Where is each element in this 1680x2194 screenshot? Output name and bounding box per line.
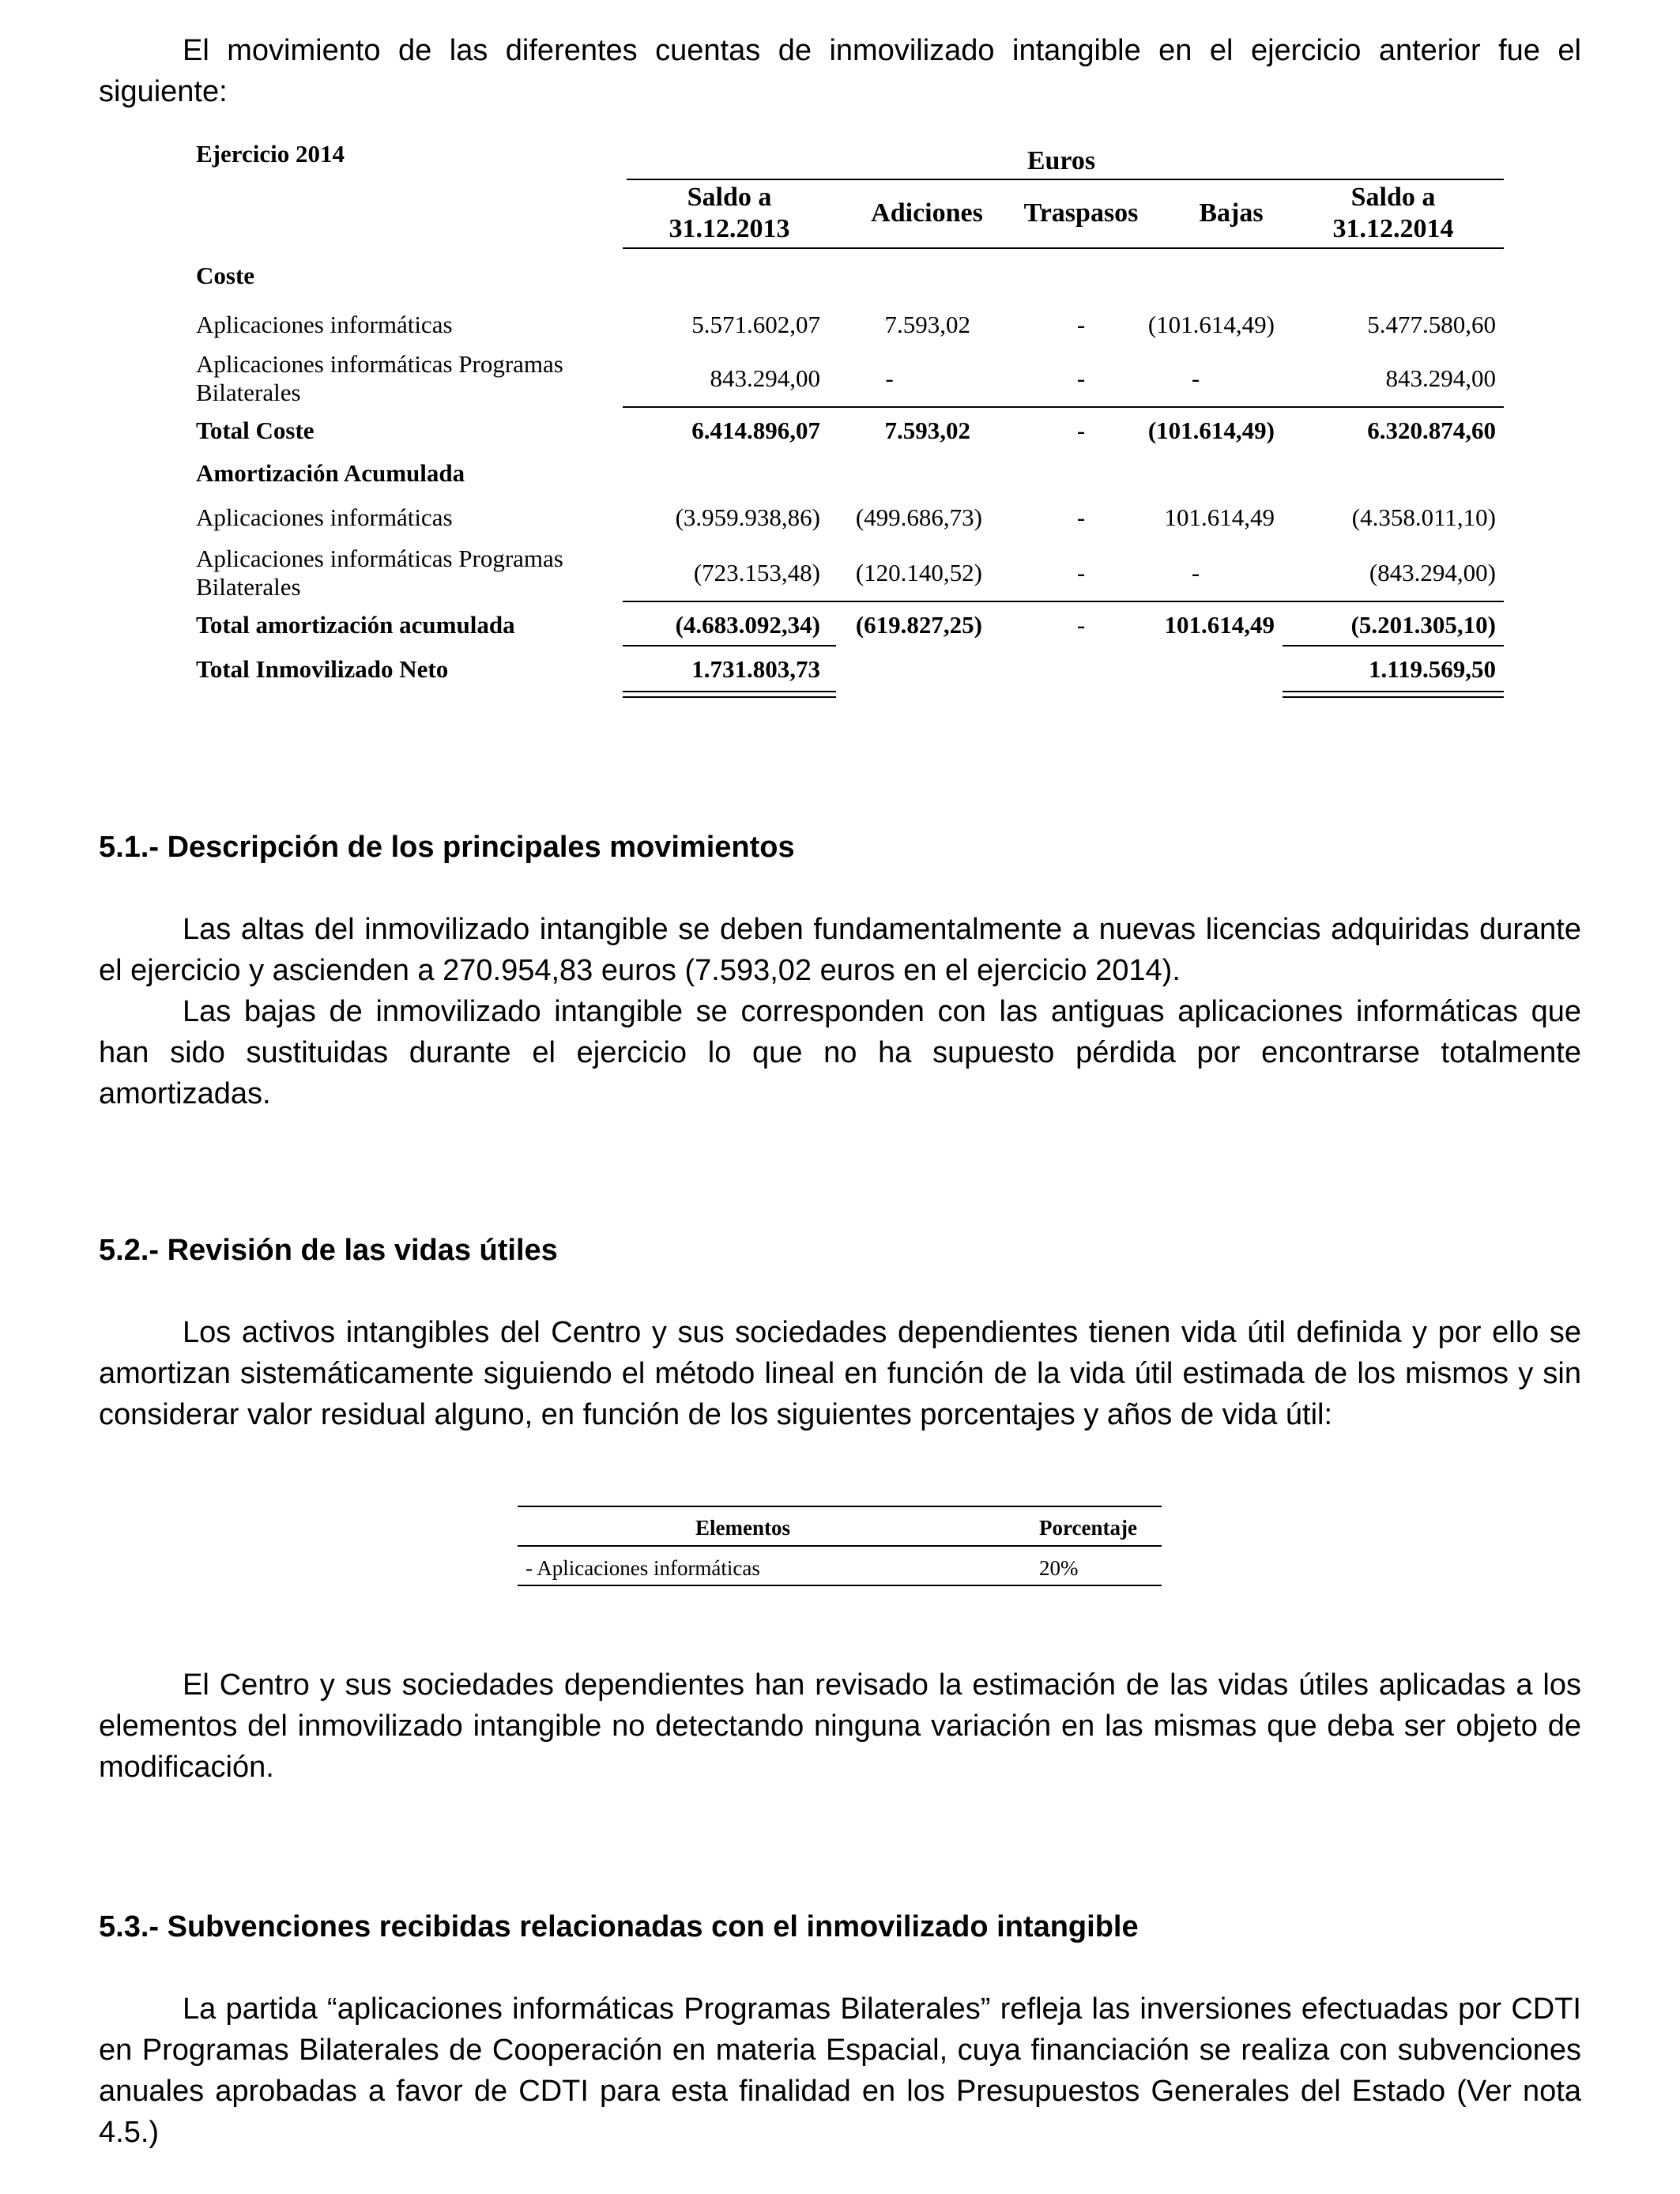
cell-saldo-fin: (4.358.011,10) <box>1351 503 1496 531</box>
total-coste-saldo-ini: 6.414.896,07 <box>691 417 820 444</box>
percentage-table <box>518 1506 1162 1600</box>
section-heading-5-3: 5.3.- Subvenciones recibidas relacionadas con el inmovilizado intangible <box>99 1910 1139 1943</box>
total-coste-rule <box>623 406 1504 408</box>
cell-adiciones: - <box>885 364 894 392</box>
neto-saldo-fin: 1.119.569,50 <box>1368 655 1496 683</box>
total-amort-rule <box>623 601 1504 602</box>
col-header-bajas: Bajas <box>1199 198 1264 228</box>
cell-saldo-ini: (3.959.938,86) <box>675 503 820 531</box>
row-label: Aplicaciones informáticas <box>196 503 453 531</box>
row-label-line2: Bilaterales <box>196 573 301 601</box>
cell-bajas: - <box>1191 559 1200 586</box>
cell-adiciones: 7.593,02 <box>884 311 970 338</box>
total-amort-adiciones: (619.827,25) <box>855 611 982 639</box>
cell-bajas: - <box>1191 364 1200 392</box>
total-coste-adiciones: 7.593,02 <box>884 417 970 444</box>
cell-traspasos: - <box>1076 559 1086 586</box>
col-header-saldo-ini-1: Saldo a <box>687 183 772 212</box>
cell-saldo-ini: 5.571.602,07 <box>691 311 820 338</box>
neto-saldo-ini: 1.731.803,73 <box>691 655 820 683</box>
neto-double-rule-ini <box>623 691 836 698</box>
pct-col-elementos: Elementos <box>695 1516 790 1540</box>
cell-traspasos: - <box>1076 503 1086 531</box>
col-header-saldo-fin-2: 31.12.2014 <box>1332 214 1454 243</box>
neto-label: Total Inmovilizado Neto <box>196 655 449 683</box>
pct-table-bottom-rule <box>518 1585 1162 1586</box>
cell-adiciones: (120.140,52) <box>855 559 982 586</box>
currency-header: Euros <box>1026 146 1096 175</box>
col-header-saldo-fin-1: Saldo a <box>1350 183 1436 212</box>
neto-rule-ini <box>623 645 836 647</box>
paragraph-bajas: Las bajas de inmovilizado intangible se corresponden con las antiguas aplicaciones informáticas que han sido sustituidas durante el ejercicio lo que no ha supuesto pérdida por encontrarse totalmente amortizadas. <box>99 995 1581 1110</box>
pct-table-mid-rule <box>518 1545 1162 1547</box>
cell-bajas: 101.614,49 <box>1164 503 1275 531</box>
total-coste-bajas: (101.614,49) <box>1147 417 1275 444</box>
cell-saldo-fin: (843.294,00) <box>1369 559 1496 586</box>
pct-col-porcentaje: Porcentaje <box>1039 1516 1137 1540</box>
cell-bajas: (101.614,49) <box>1147 311 1275 338</box>
section-heading-5-2: 5.2.- Revisión de las vidas útiles <box>99 1234 558 1267</box>
section-label-coste: Coste <box>196 262 255 289</box>
pct-row-value: 20% <box>1039 1556 1079 1580</box>
total-coste-saldo-fin: 6.320.874,60 <box>1367 417 1496 444</box>
cell-saldo-ini: (723.153,48) <box>693 559 820 586</box>
table-title: Ejercicio 2014 <box>196 140 345 168</box>
pct-table-top-rule <box>518 1506 1162 1507</box>
total-amort-bajas: 101.614,49 <box>1164 611 1275 639</box>
paragraph-revision: El Centro y sus sociedades dependientes han revisado la estimación de las vidas útiles aplicadas a los elementos del inmovilizado intangible no detectando ninguna variación en las mismas que deba ser objeto de modificación. <box>99 1668 1581 1784</box>
cell-adiciones: (499.686,73) <box>855 503 982 531</box>
paragraph-subvenciones: La partida “aplicaciones informáticas Programas Bilaterales” refleja las inversiones efectuadas por CDTI en Programas Bilaterales de Cooperación en materia Espacial, cuya financiación se realiza con subvenciones anuales aprobadas a favor de CDTI para esta finalidad en los Presupuestos Generales del Estado (Ver nota 4.5.) <box>99 1992 1581 2149</box>
neto-double-rule-fin <box>1283 691 1504 698</box>
cell-saldo-fin: 5.477.580,60 <box>1367 311 1496 338</box>
intangible-assets-table-2014 <box>196 139 1500 708</box>
total-amort-saldo-ini: (4.683.092,34) <box>675 611 820 639</box>
paragraph-altas: Las altas del inmovilizado intangible se deben fundamentalmente a nuevas licencias adquiridas durante el ejercicio y ascienden a 270.954,83 euros (7.593,02 euros en el ejercicio 2014). <box>99 913 1581 987</box>
total-amort-label: Total amortización acumulada <box>196 611 515 639</box>
cell-saldo-fin: 843.294,00 <box>1385 364 1496 392</box>
row-label-line1: Aplicaciones informáticas Programas <box>196 350 563 378</box>
header-bottom-rule <box>623 247 1504 249</box>
intro-paragraph: El movimiento de las diferentes cuentas de inmovilizado intangible en el ejercicio anterior fue el siguiente: <box>99 34 1581 108</box>
cell-traspasos: - <box>1076 364 1086 392</box>
section-heading-5-1: 5.1.- Descripción de los principales movimientos <box>99 831 795 864</box>
cell-saldo-ini: 843.294,00 <box>710 364 820 392</box>
paragraph-activos: Los activos intangibles del Centro y sus sociedades dependientes tienen vida útil definida y por ello se amortizan sistemáticamente siguiendo el método lineal en función de la vida útil estimada de los mismos y sin considerar valor residual alguno, en función de los siguientes porcentajes y años de vida útil: <box>99 1316 1581 1431</box>
total-coste-label: Total Coste <box>196 417 315 444</box>
section-label-amortizacion: Amortización Acumulada <box>196 459 465 487</box>
col-header-saldo-ini-2: 31.12.2013 <box>669 214 790 243</box>
neto-rule-fin <box>1283 645 1504 647</box>
total-coste-traspasos: - <box>1076 417 1086 444</box>
cell-traspasos: - <box>1076 311 1086 338</box>
total-amort-traspasos: - <box>1076 611 1086 639</box>
col-header-adiciones: Adiciones <box>871 198 983 228</box>
row-label: Aplicaciones informáticas <box>196 311 453 338</box>
row-label-line1: Aplicaciones informáticas Programas <box>196 545 563 572</box>
row-label-line2: Bilaterales <box>196 379 301 406</box>
total-amort-saldo-fin: (5.201.305,10) <box>1350 611 1496 639</box>
col-header-traspasos: Traspasos <box>1023 198 1139 228</box>
pct-row-label: - Aplicaciones informáticas <box>525 1556 760 1580</box>
header-rule <box>627 179 1504 180</box>
